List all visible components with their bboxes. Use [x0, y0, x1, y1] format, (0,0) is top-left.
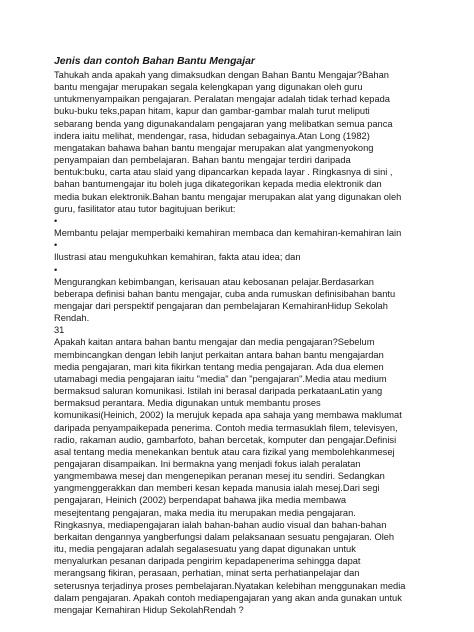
text-line: utamabagi media pengajaran iaitu "media" dan "pengajaran".Media atau medium: [54, 373, 387, 384]
text-line: dalam pengajaran. Apakah contoh mediapengajaran yang akan anda gunakan untuk: [54, 592, 402, 603]
text-line: buku-buku teks,papan hitam, kapur dan gambar-gambar malah turut meliputi: [54, 106, 370, 117]
text-line: yangmembawa mesej dan mengenepikan peranan mesej itu sendiri. Sedangkan: [54, 471, 385, 482]
text-line: seterusnya terjadinya proses pembelajaran.Nyatakan kelebihan menggunakan media: [54, 580, 406, 591]
text-line: bentuk:buku, carta atau slaid yang dipancarkan kepada layar . Ringkasnya di sini ,: [54, 167, 393, 178]
text-line: membincangkan dengan lebih lanjut perkaitan antara bahan bantu mengajardan: [54, 349, 384, 360]
text-line: mengatakan bahawa bahan bantu mengajar merupakan alat yangmenyokong: [54, 142, 374, 153]
section-two-paragraph: [54, 336, 434, 616]
text-line: menyalurkan pesanan daripada pengirim kepadapenerima sehingga dapat: [54, 556, 361, 567]
text-line: Apakah kaitan antara bahan bantu mengajar dan media pengajaran?Sebelum: [54, 337, 375, 348]
text-line: itu, media pengajaran adalah segalasesuatu yang dapat digunakan untuk: [54, 544, 356, 555]
text-line: media bukan elektronik.Bahan bantu mengajar merupakan alat yang digunakan oleh: [54, 191, 402, 202]
text-line: radio, rakaman audio, gambarfoto, bahan bercetak, komputer dan pengajar.Definisi: [54, 434, 397, 445]
text-line: guru, fasilitator atau tutor bagitujuan berikut:: [54, 203, 236, 214]
text-line: merangsang fikiran, perasaan, perhatian, minat serta perhatianpelajar dan: [54, 568, 360, 579]
text-line: Tahukah anda apakah yang dimaksudkan dengan Bahan Bantu Mengajar?Bahan: [54, 70, 389, 80]
page-number: 31: [54, 325, 65, 336]
text-line: berkaitan dengannya yangberfungsi dalam pelaksanaan sesuatu pengajaran. Oleh: [54, 531, 395, 542]
text-line: media pengajaran, mari kita fikirkan tentang media pengajaran. Ada dua elemen: [54, 361, 384, 372]
text-line: untukmenyampaikan pengajaran. Peralatan mengajar adalah tidak terhad kepada: [54, 94, 390, 105]
text-line: indera iaitu melihat, mendengar, rasa, hidudan sebagainya.Atan Long (1982): [54, 130, 370, 141]
bullet-marker: •: [54, 215, 58, 226]
text-line: mesejtentang pengajaran, maka media itu merupakan media pengajaran.: [54, 507, 356, 518]
text-line: pengajaran, Heinich (2002) berpendapat bahawa jika media membawa: [54, 495, 347, 506]
text-line: Ringkasnya, mediapengajaran ialah bahan-bahan audio visual dan bahan-bahan: [54, 519, 387, 530]
bullet-text: Membantu pelajar memperbaiki kemahiran membaca dan kemahiran-kemahiran lain: [54, 228, 402, 239]
bullet-item: [54, 251, 434, 263]
text-line: daripada penyampaikepada penerima. Contoh media termasuklah filem, televisyen,: [54, 422, 398, 433]
text-line: asal tentang media menekankan bentuk atau cara fizikal yang membolehkanmesej: [54, 446, 395, 457]
text-line: mengajar dari perspektif pengajaran dan pembelajaran KemahiranHidup Sekolah: [54, 300, 388, 311]
conclusion-paragraph: [54, 276, 434, 337]
text-line: bermaksud saluran komunikasi. Istilah ini berasal daripada perkataanLatin yang: [54, 386, 383, 397]
intro-paragraph: [54, 69, 434, 215]
bullet-item: [54, 227, 434, 239]
text-line: bahan bantumengajar itu boleh juga dikategorikan kepada media elektronik dan: [54, 179, 382, 190]
document-page: [54, 56, 434, 616]
text-line: sebarang benda yang digunakandalam pengajaran yang melibatkan semua panca: [54, 118, 393, 129]
text-line: komunikasi(Heinich, 2002) Ia merujuk kepada apa sahaja yang membawa maklumat: [54, 410, 402, 421]
bullet-marker: •: [54, 240, 58, 251]
text-line: Mengurangkan kebimbangan, kerisauan atau kebosanan pelajar.Berdasarkan: [54, 276, 374, 287]
text-line: yangmenggerakkan dan memberi kesan kepada manusia ialah mesej.Dari segi: [54, 483, 380, 494]
text-line: Rendah.: [54, 313, 90, 324]
text-line: pengajaran disampaikan. Ini bermakna yang menjadi fokus ialah peralatan: [54, 459, 361, 469]
bullet-text: Ilustrasi atau mengukuhkan kemahiran, fakta atau idea; dan: [54, 252, 301, 263]
text-line: bermaksud perantara. Media digunakan untuk membantu proses: [54, 398, 321, 409]
text-line: mengajar Kemahiran Hidup SekolahRendah ?: [54, 604, 244, 615]
document-title: Jenis dan contoh Bahan Bantu Mengajar: [54, 56, 255, 67]
text-line: bantu mengajar merupakan segala kelengkapan yang digunakan oleh guru: [54, 82, 363, 93]
text-line: beberapa definisi bahan bantu mengajar, cuba anda rumuskan definisibahan bantu: [54, 288, 396, 299]
text-line: penyampaian dan pembelajaran. Bahan bantu mengajar terdiri daripada: [54, 155, 351, 166]
bullet-marker: •: [54, 264, 58, 275]
